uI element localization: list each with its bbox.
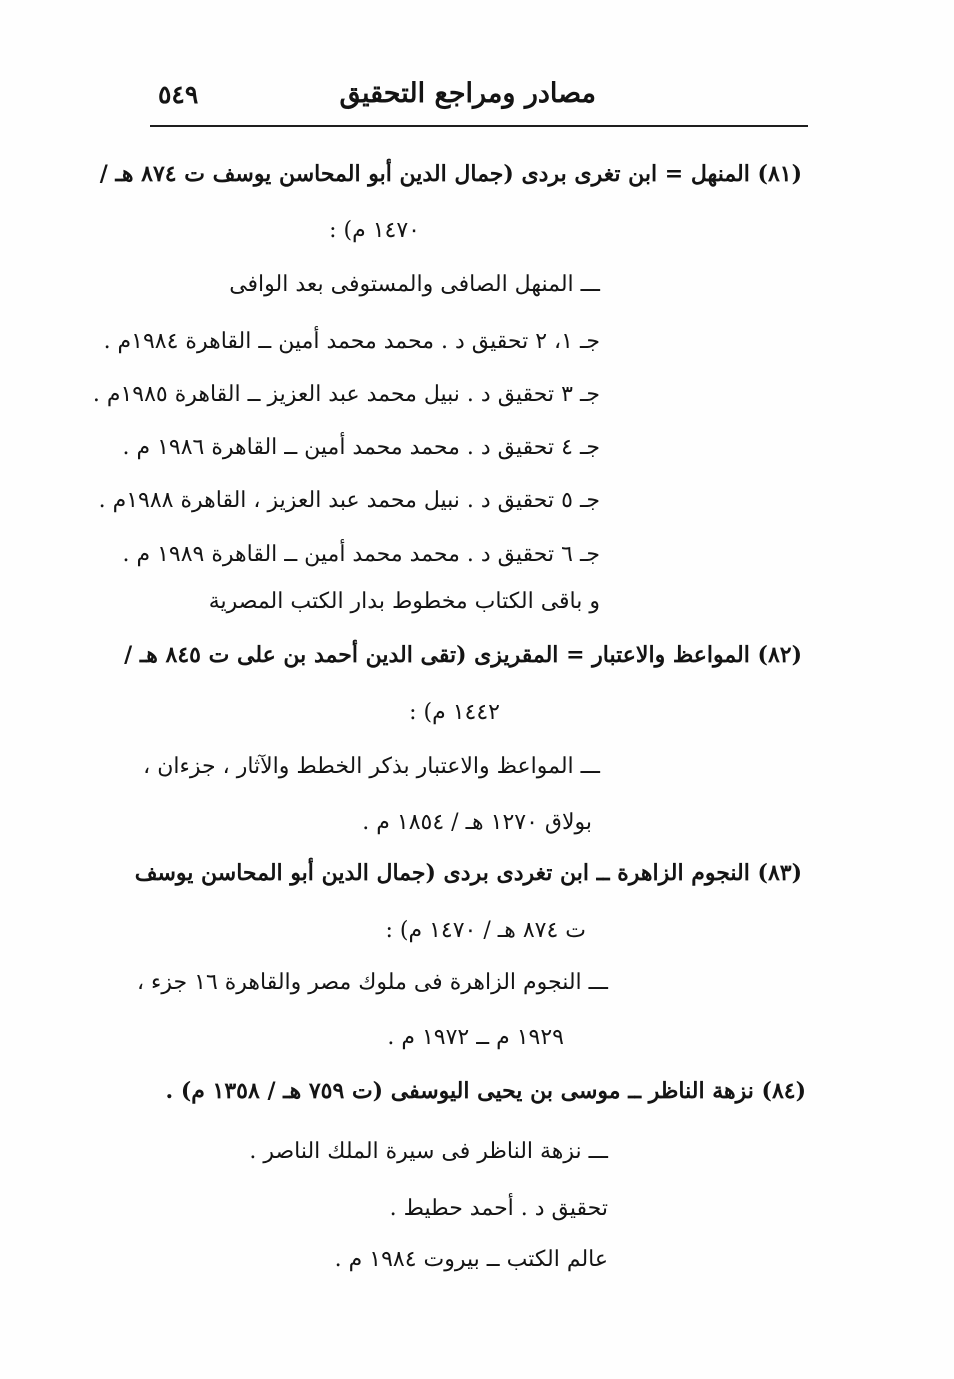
- running-title: مصادر ومراجع التحقيق: [339, 78, 596, 109]
- entry-81-volume-6: جـ ٦ تحقيق د . محمد محمد أمين ــ القاهرة ١٩٨٩ م .: [122, 542, 600, 567]
- entry-81-work-title: ـــ المنهل الصافى والمستوفى بعد الوافى: [229, 272, 600, 297]
- page-number: ٥٤٩: [158, 80, 199, 109]
- entry-81-heading: (٨١) المنهل = ابن تغرى بردى (جمال الدين أبو المحاسن يوسف ت ٨٧٤ هـ /: [99, 161, 802, 187]
- entry-81-volume-4: جـ ٤ تحقيق د . محمد محمد أمين ــ القاهرة ١٩٨٦ م .: [122, 435, 600, 460]
- entry-81-volume-5: جـ ٥ تحقيق د . نبيل محمد عبد العزيز ، القاهرة ١٩٨٨م .: [98, 488, 600, 513]
- entry-82-heading: (٨٢) المواعظ والاعتبار = المقريزى (تقى الدين أحمد بن على ت ٨٤٥ هـ /: [124, 642, 802, 668]
- entry-83-publication: ١٩٢٩ م ــ ١٩٧٢ م .: [387, 1025, 564, 1050]
- entry-82-publication: بولاق ١٢٧٠ هـ / ١٨٥٤ م .: [362, 810, 592, 835]
- entry-84-work-title: ـــ نزهة الناظر فى سيرة الملك الناصر .: [249, 1139, 608, 1164]
- entry-81-volume-1-2: جـ ١، ٢ تحقيق د . محمد محمد أمين ــ القاهرة ١٩٨٤م .: [103, 329, 600, 354]
- entry-84-publication: عالم الكتب ــ بيروت ١٩٨٤ م .: [334, 1247, 608, 1272]
- entry-84-editor: تحقيق د . أحمد حطيط .: [389, 1196, 608, 1221]
- header-rule: [150, 125, 808, 127]
- entry-84-heading: (٨٤) نزهة الناظر ــ موسى بن يحيى اليوسفى (ت ٧٥٩ هـ / ١٣٥٨ م) .: [165, 1078, 806, 1104]
- entry-82-work-title: ـــ المواعظ والاعتبار بذكر الخطط والآثار ، جزءان ،: [143, 754, 600, 779]
- entry-82-date: ١٤٤٢ م) :: [409, 700, 500, 725]
- entry-83-date: ت ٨٧٤ هـ / ١٤٧٠ م) :: [385, 918, 586, 943]
- page-header: [150, 72, 808, 120]
- entry-81-volume-3: جـ ٣ تحقيق د . نبيل محمد عبد العزيز ــ القاهرة ١٩٨٥م .: [92, 382, 600, 407]
- entry-83-work-title: ـــ النجوم الزاهرة فى ملوك مصر والقاهرة ١٦ جزء ،: [136, 970, 608, 995]
- entry-81-date: ١٤٧٠ م) :: [329, 218, 420, 243]
- entry-83-heading: (٨٣) النجوم الزاهرة ــ ابن تغردى بردى (جمال الدين أبو المحاسن يوسف: [134, 860, 802, 886]
- entry-81-manuscript-note: و باقى الكتاب مخطوط بدار الكتب المصرية: [208, 589, 600, 614]
